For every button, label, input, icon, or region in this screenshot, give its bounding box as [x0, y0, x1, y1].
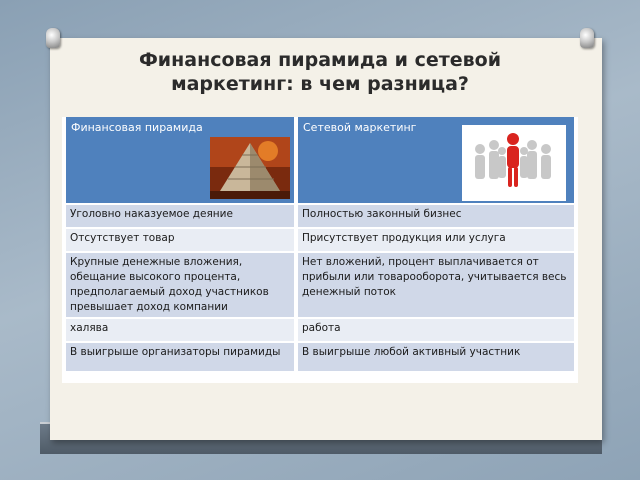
pyramid-header [66, 117, 294, 203]
pyramid-row-3: Крупные денежные вложения, обещание высокого процента, предполагаемый доход участников превышает доход компании [66, 253, 294, 317]
network-row-3: Нет вложений, процент выплачивается от прибыли или товарооборота, учитывается весь денежный поток [298, 253, 574, 317]
slide-title: Финансовая пирамида и сетевой маркетинг: в чем разница? [138, 49, 502, 95]
pyramid-row-4: халява [66, 319, 294, 341]
pushpin-icon [580, 28, 594, 48]
pyramid-row-1: Уголовно наказуемое деяние [66, 205, 294, 227]
network-header [298, 117, 574, 203]
pyramid-picture [210, 137, 290, 199]
pyramid-row-2: Отсутствует товар [66, 229, 294, 251]
people-network-picture [462, 125, 566, 201]
network-row-1: Полностью законный бизнес [298, 205, 574, 227]
network-row-2: Присутствует продукция или услуга [298, 229, 574, 251]
pushpin-icon [46, 28, 60, 48]
network-row-4: работа [298, 319, 574, 341]
comparison-table [62, 117, 578, 383]
pyramid-header-label: Финансовая пирамида [71, 121, 203, 134]
network-header-label: Сетевой маркетинг [303, 121, 417, 134]
pyramid-row-5: В выигрыше организаторы пирамиды [66, 343, 294, 371]
network-row-5: В выигрыше любой активный участник [298, 343, 574, 371]
